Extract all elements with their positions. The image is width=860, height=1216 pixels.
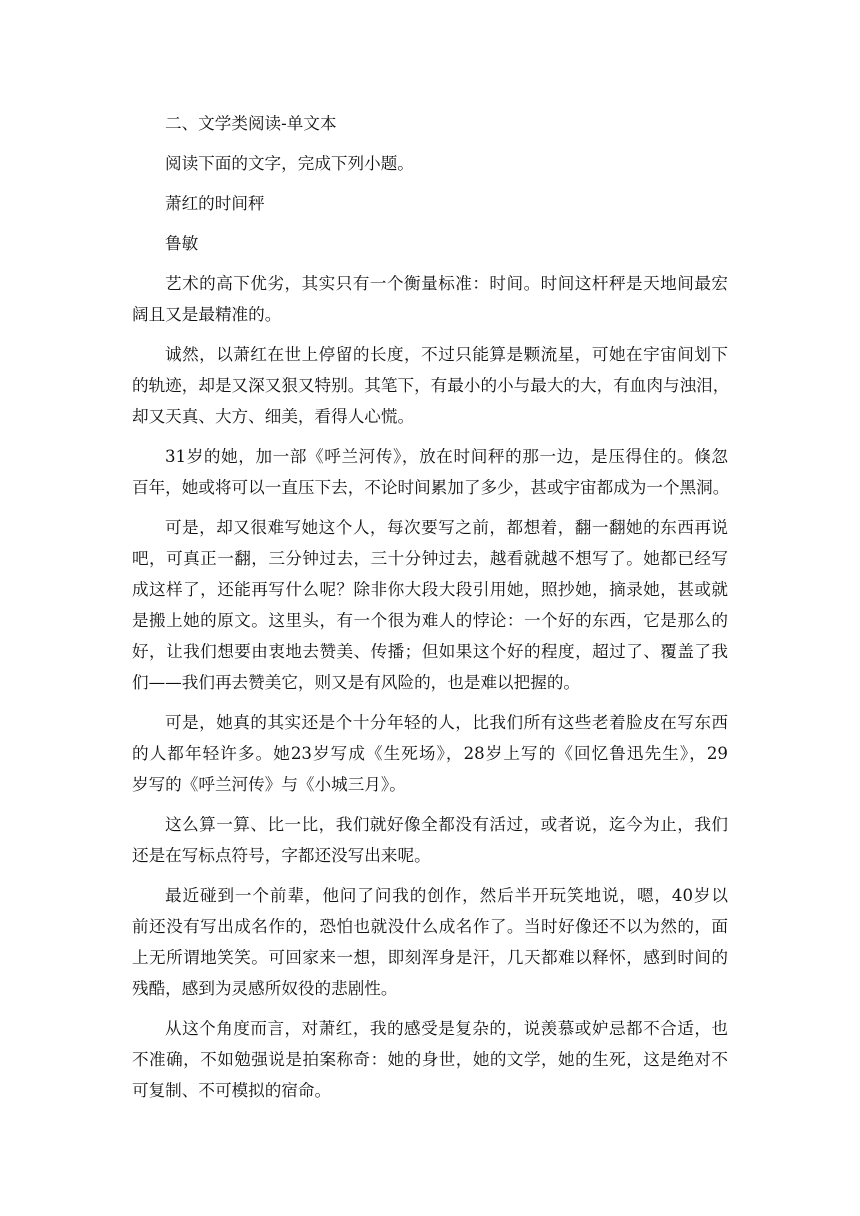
paragraph-line: 的人都年轻许多。她23岁写成《生死场》，28岁上写的《回忆鲁迅先生》，29: [132, 744, 728, 763]
paragraph-line: 百年，她或将可以一直压下去，不论时间累加了多少，甚或宇宙都成为一个黑洞。: [132, 478, 730, 497]
paragraph-line: 们——我们再去赞美它，则又是有风险的，也是难以把握的。: [132, 673, 581, 692]
paragraph-line: 成这样了，还能再写什么呢？除非你大段大段引用她，照抄她，摘录她，甚或就: [132, 580, 728, 599]
instruction-text: 阅读下面的文字，完成下列小题。: [165, 154, 414, 173]
article-title: 萧红的时间秤: [165, 194, 265, 213]
paragraph-line: 从这个角度而言，对萧红，我的感受是复杂的，说羡慕或妒忌都不合适，也: [165, 1019, 728, 1038]
paragraph-line: 前还没有写出成名作的，恐怕也就没什么成名作了。当时好像还不以为然的，面: [132, 917, 728, 936]
paragraph-line: 可复制、不可模拟的宿命。: [132, 1081, 332, 1100]
paragraph-line: 这么算一算、比一比，我们就好像全都没有活过，或者说，迄今为止，我们: [165, 815, 728, 834]
article-paragraph: [132, 512, 728, 698]
article-body: [132, 268, 728, 1106]
paragraph-line: 可是，她真的其实还是个十分年轻的人，比我们所有这些老着脸皮在写东西: [165, 713, 728, 732]
paragraph-line: 阔且又是最精准的。: [132, 305, 282, 324]
paragraph-line: 却又天真、大方、细美，看得人心慌。: [132, 407, 415, 426]
paragraph-line: 是搬上她的原文。这里头，有一个很为难人的悖论：一个好的东西，它是那么的: [132, 611, 728, 630]
paragraph-line: 好，让我们想要由衷地去赞美、传播；但如果这个好的程度，超过了、覆盖了我: [132, 642, 728, 661]
article-paragraph: [132, 880, 728, 1004]
article-paragraph: [132, 339, 728, 432]
document-page: [132, 108, 728, 1115]
article-paragraph: [132, 268, 728, 330]
paragraph-line: 岁写的《呼兰河传》与《小城三月》。: [132, 775, 406, 794]
paragraph-line: 诚然，以萧红在世上停留的长度，不过只能算是颗流星，可她在宇宙间划下: [165, 345, 728, 364]
article-paragraph: [132, 809, 728, 871]
paragraph-line: 不准确，不如勉强说是拍案称奇：她的身世，她的文学，她的生死，这是绝对不: [132, 1050, 728, 1069]
paragraph-line: 可是，却又很难写她这个人，每次要写之前，都想着，翻一翻她的东西再说: [165, 518, 728, 537]
paragraph-line: 残酷，感到为灵感所奴役的悲剧性。: [132, 979, 398, 998]
article-paragraph: [132, 1013, 728, 1106]
article-paragraph: [132, 441, 728, 503]
paragraph-line: 最近碰到一个前辈，他问了问我的创作，然后半开玩笑地说，嗯，40岁以: [165, 886, 728, 905]
article-paragraph: [132, 707, 728, 800]
paragraph-line: 艺术的高下优劣，其实只有一个衡量标准：时间。时间这杆秤是天地间最宏: [165, 274, 728, 293]
paragraph-line: 还是在写标点符号，字都还没写出来呢。: [132, 846, 431, 865]
section-heading: 二、文学类阅读-单文本: [165, 114, 337, 133]
paragraph-line: 上无所谓地笑笑。可回家来一想，即刻浑身是汗，几天都难以释怀，感到时间的: [132, 948, 728, 967]
article-author: 鲁敏: [165, 234, 199, 253]
paragraph-line: 的轨迹，却是又深又狠又特别。其笔下，有最小的小与最大的大，有血肉与浊泪，: [132, 376, 730, 395]
paragraph-line: 31岁的她，加一部《呼兰河传》，放在时间秤的那一边，是压得住的。倏忽: [165, 447, 728, 466]
paragraph-line: 吧，可真正一翻，三分钟过去，三十分钟过去，越看就越不想写了。她都已经写: [132, 549, 728, 568]
